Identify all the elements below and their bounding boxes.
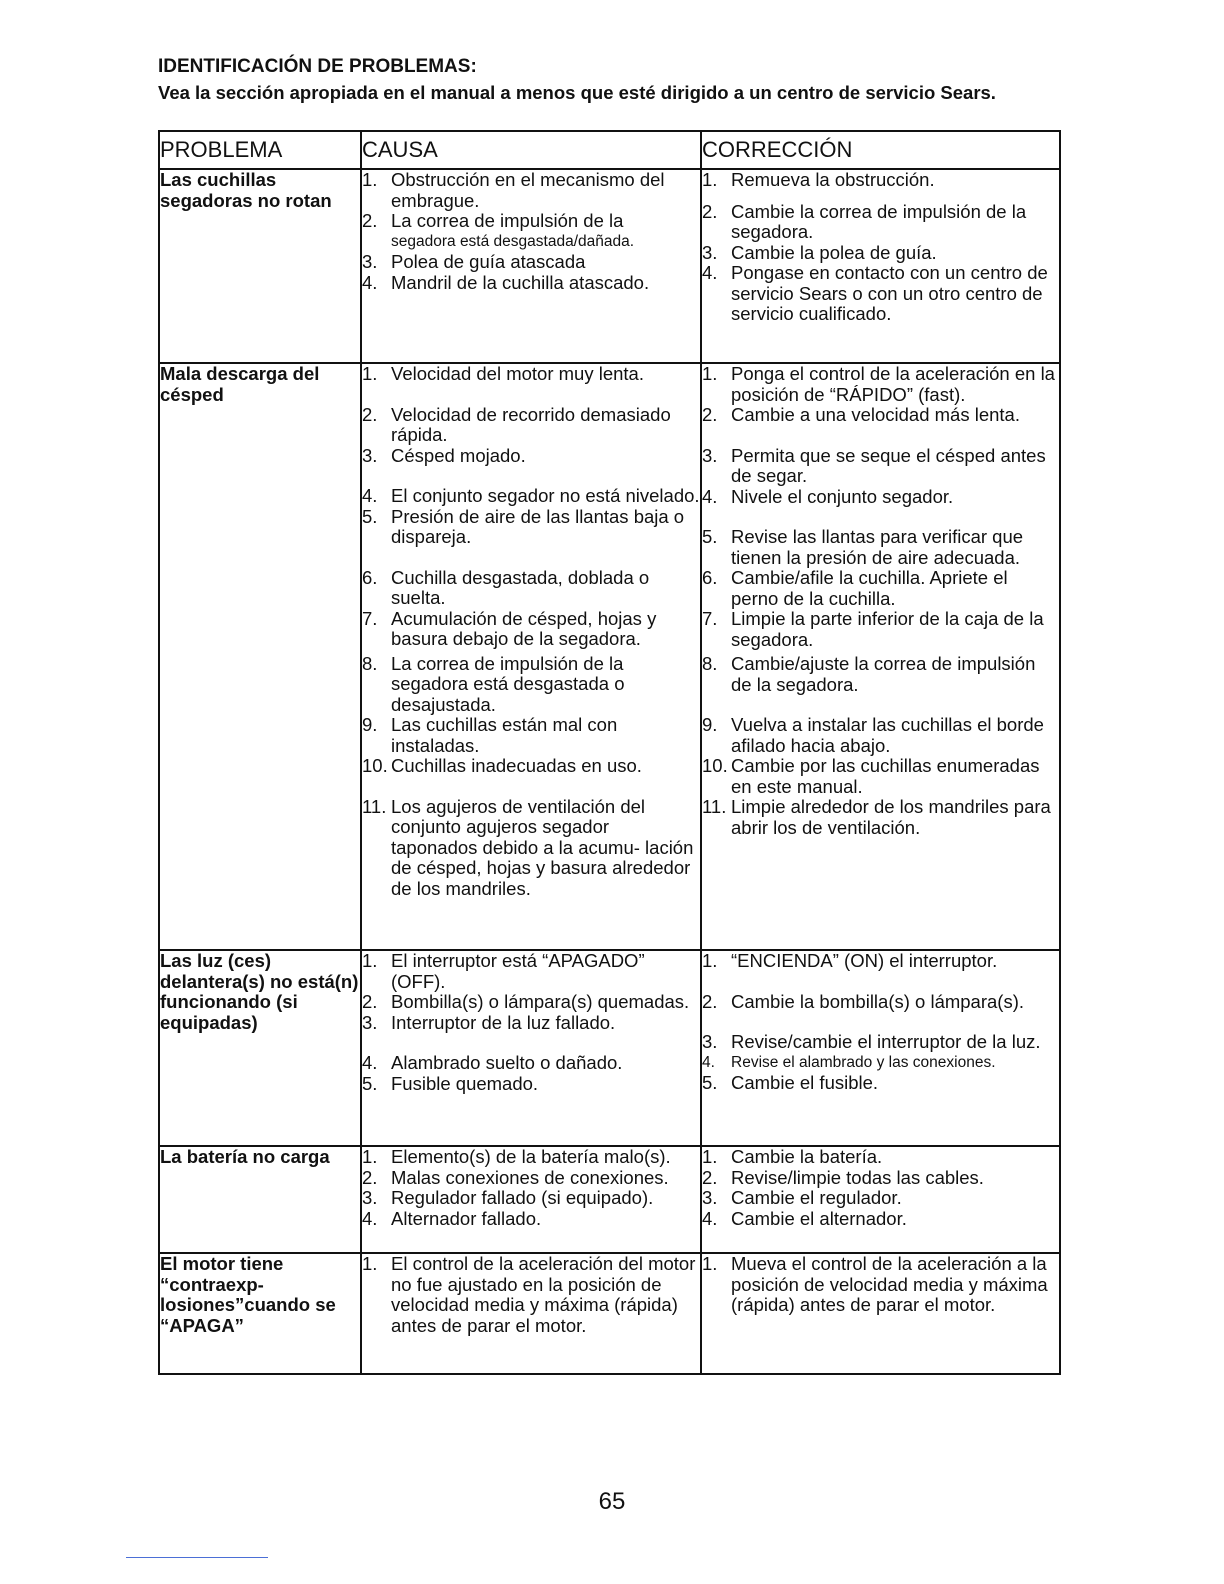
column-header-cause: CAUSA xyxy=(361,131,701,169)
correction-item: 1. Ponga el control de la aceleración en la posición de “RÁPIDO” (fast). xyxy=(702,363,1055,405)
cause-item: 4. El conjunto segador no está nivelado. xyxy=(362,485,700,506)
cause-item: 3. Interruptor de la luz fallado. xyxy=(362,1011,616,1033)
cause-item: 4. Mandril de la cuchilla atascado. xyxy=(362,271,650,293)
page-number: 65 xyxy=(598,1488,626,1515)
cause-item: 1. Obstrucción en el mecanismo del embrague. xyxy=(362,169,665,211)
correction-cell xyxy=(701,1253,1060,1374)
correction-item: 2. Cambie a una velocidad más lenta. xyxy=(702,404,1020,425)
cause-item: 5. Fusible quemado. xyxy=(362,1072,539,1094)
correction-item: 1. Mueva el control de la aceleración a la posición de velocidad media y máxima (rápida) antes de parar el motor. xyxy=(702,1253,1048,1315)
cause-cell xyxy=(361,1146,701,1253)
cause-item: 1. Velocidad del motor muy lenta. xyxy=(362,363,644,384)
section-heading: IDENTIFICACIÓN DE PROBLEMAS: xyxy=(158,56,477,77)
cause-item: 3. Césped mojado. xyxy=(362,444,526,466)
cause-item: 10. Cuchillas inadecuadas en uso. xyxy=(362,755,642,776)
table-row xyxy=(159,169,1060,363)
cause-item: 5. Presión de aire de las llantas baja o dispareja. xyxy=(362,505,685,547)
cause-item: 7. Acumulación de césped, hojas y basura debajo de la segadora. xyxy=(362,607,657,649)
correction-item: 11. Limpie alrededor de los mandriles para abrir los de ventilación. xyxy=(702,796,1051,838)
correction-cell xyxy=(701,363,1060,950)
section-subheading: Vea la sección apropiada en el manual a menos que esté dirigido a un centro de servicio Sears. xyxy=(158,82,996,103)
cause-item: 2. Bombilla(s) o lámpara(s) quemadas. xyxy=(362,991,690,1012)
problem-cell: Mala descarga del césped xyxy=(159,363,361,950)
correction-item: 10. Cambie por las cuchillas enumeradas en este manual. xyxy=(702,755,1040,797)
correction-item: 6. Cambie/afile la cuchilla. Apriete el perno de la cuchilla. xyxy=(702,567,1008,609)
cause-item: 11. Los agujeros de ventilación del conjunto agujeros segador taponados debido a la acumu- lación de césped, hojas y basura alrededor de los mandriles. xyxy=(362,795,694,899)
table-row xyxy=(159,1146,1060,1253)
cause-item: 3. Polea de guía atascada xyxy=(362,251,586,272)
correction-item: 7. Limpie la parte inferior de la caja de la segadora. xyxy=(702,608,1044,650)
table-row xyxy=(159,363,1060,950)
correction-item: 5. Revise las llantas para verificar que tienen la presión de aire adecuada. xyxy=(702,526,1024,568)
problem-cell: Las cuchillas segadoras no rotan xyxy=(159,169,361,363)
cause-item: 2. La correa de impulsión de la xyxy=(362,210,624,231)
cause-item: 8. La correa de impulsión de la segadora está desgastada o desajustada. xyxy=(362,652,625,715)
correction-item: 2. Cambie la correa de impulsión de la segadora. xyxy=(702,200,1027,242)
column-header-problem: PROBLEMA xyxy=(159,131,361,169)
correction-item: 1. Remueva la obstrucción. xyxy=(702,169,935,190)
cause-item: 1. Elemento(s) de la batería malo(s). xyxy=(362,1146,671,1167)
correction-item: 3. Revise/cambie el interruptor de la luz. xyxy=(702,1031,1041,1052)
correction-cell xyxy=(701,950,1060,1146)
cause-item: 1. El interruptor está “APAGADO” (OFF). xyxy=(362,950,645,992)
problem-cell: Las luz (ces) delantera(s) no está(n) funcionando (si equipadas) xyxy=(159,950,361,1146)
cause-item: segadora está desgastada/dañada. xyxy=(391,232,635,250)
correction-item: 2. Cambie la bombilla(s) o lámpara(s). xyxy=(702,990,1025,1012)
correction-item: 3. Permita que se seque el césped antes de segar. xyxy=(702,444,1046,486)
correction-item: 4. Revise el alambrado y las conexiones. xyxy=(702,1053,996,1071)
correction-item: 4. Cambie el alternador. xyxy=(702,1207,907,1229)
correction-item: 2. Revise/limpie todas las cables. xyxy=(702,1166,984,1188)
cause-cell xyxy=(361,1253,701,1374)
problem-cell: La batería no carga xyxy=(159,1146,361,1253)
troubleshooting-table xyxy=(158,130,1061,1375)
cause-item: 2. Malas conexiones de conexiones. xyxy=(362,1166,669,1188)
correction-item: 1. Cambie la batería. xyxy=(702,1146,883,1167)
cause-item: 6. Cuchilla desgastada, doblada o suelta. xyxy=(362,566,650,608)
problem-cell: El motor tiene “contraexp- losiones”cuando se “APAGA” xyxy=(159,1253,361,1374)
correction-item: 8. Cambie/ajuste la correa de impulsión de la segadora. xyxy=(702,653,1036,695)
correction-item: 3. Cambie la polea de guía. xyxy=(702,241,937,263)
cause-item: 4. Alambrado suelto o dañado. xyxy=(362,1052,623,1073)
correction-item: 9. Vuelva a instalar las cuchillas el borde afilado hacia abajo. xyxy=(702,714,1044,756)
column-header-correction: CORRECCIÓN xyxy=(701,131,1060,169)
correction-item: 4. Pongase en contacto con un centro de servicio Sears o con un otro centro de servicio cualificado. xyxy=(702,262,1048,324)
correction-item: 3. Cambie el regulador. xyxy=(702,1187,902,1208)
cause-cell xyxy=(361,950,701,1146)
cause-cell xyxy=(361,169,701,363)
cause-cell xyxy=(361,363,701,950)
correction-item: 5. Cambie el fusible. xyxy=(702,1072,879,1093)
cause-item: 9. Las cuchillas están mal con instaladas. xyxy=(362,714,618,756)
correction-cell xyxy=(701,169,1060,363)
table-row xyxy=(159,1253,1060,1374)
cause-item: 4. Alternador fallado. xyxy=(362,1207,542,1229)
footer-divider xyxy=(126,1557,268,1558)
correction-cell xyxy=(701,1146,1060,1253)
correction-item: 4. Nivele el conjunto segador. xyxy=(702,485,954,507)
cause-item: 1. El control de la aceleración del motor no fue ajustado en la posición de velocidad media y máxima (rápida) antes de parar el motor. xyxy=(362,1253,696,1336)
cause-item: 2. Velocidad de recorrido demasiado rápida. xyxy=(362,403,671,445)
table-row xyxy=(159,950,1060,1146)
cause-item: 3. Regulador fallado (si equipado). xyxy=(362,1187,654,1208)
correction-item: 1. “ENCIENDA” (ON) el interruptor. xyxy=(702,950,998,971)
table-header-row xyxy=(159,131,1060,169)
